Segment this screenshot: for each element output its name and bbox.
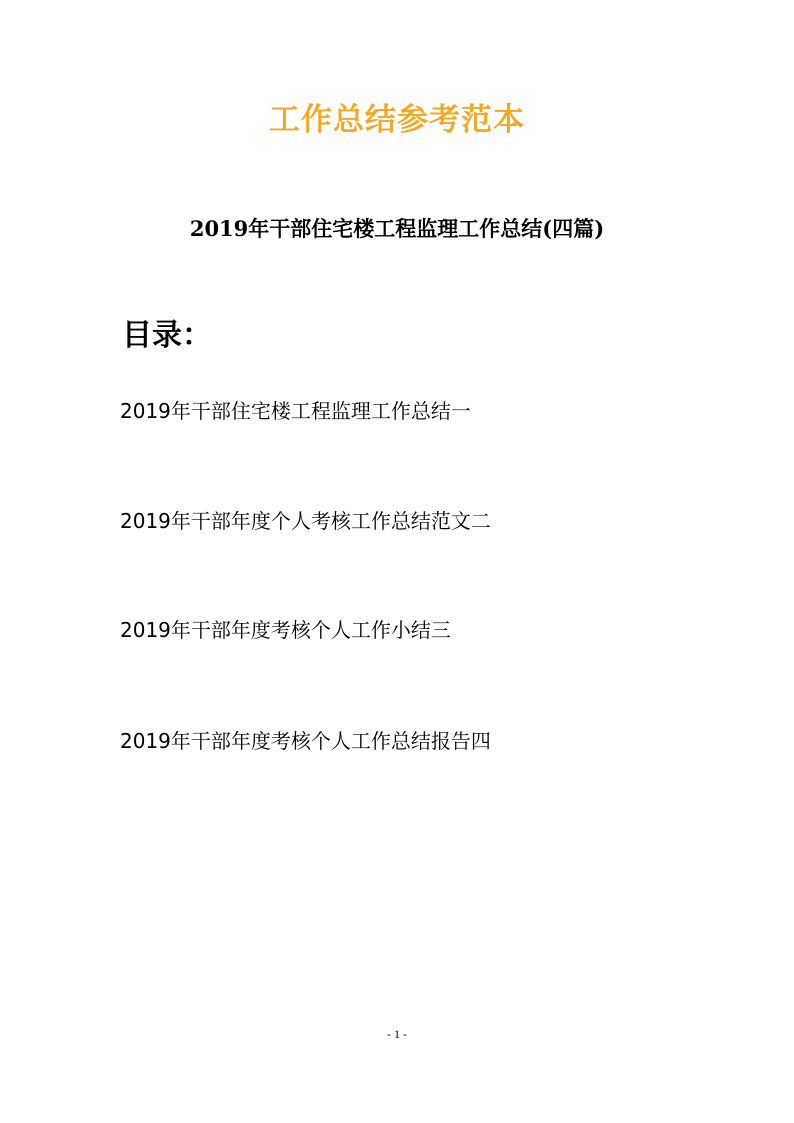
toc-item-3[interactable]: 2019年干部年度考核个人工作小结三 [120, 618, 451, 642]
page-number: - 1 - [387, 1027, 407, 1041]
brand-title: 工作总结参考范本 [269, 102, 525, 138]
toc-item-4[interactable]: 2019年干部年度考核个人工作总结报告四 [120, 729, 491, 753]
document-title: 2019年干部住宅楼工程监理工作总结(四篇) [189, 216, 605, 241]
toc-item-2[interactable]: 2019年干部年度个人考核工作总结范文二 [120, 509, 491, 533]
toc-item-1[interactable]: 2019年干部住宅楼工程监理工作总结一 [120, 399, 471, 423]
toc-heading: 目录： [122, 318, 212, 353]
